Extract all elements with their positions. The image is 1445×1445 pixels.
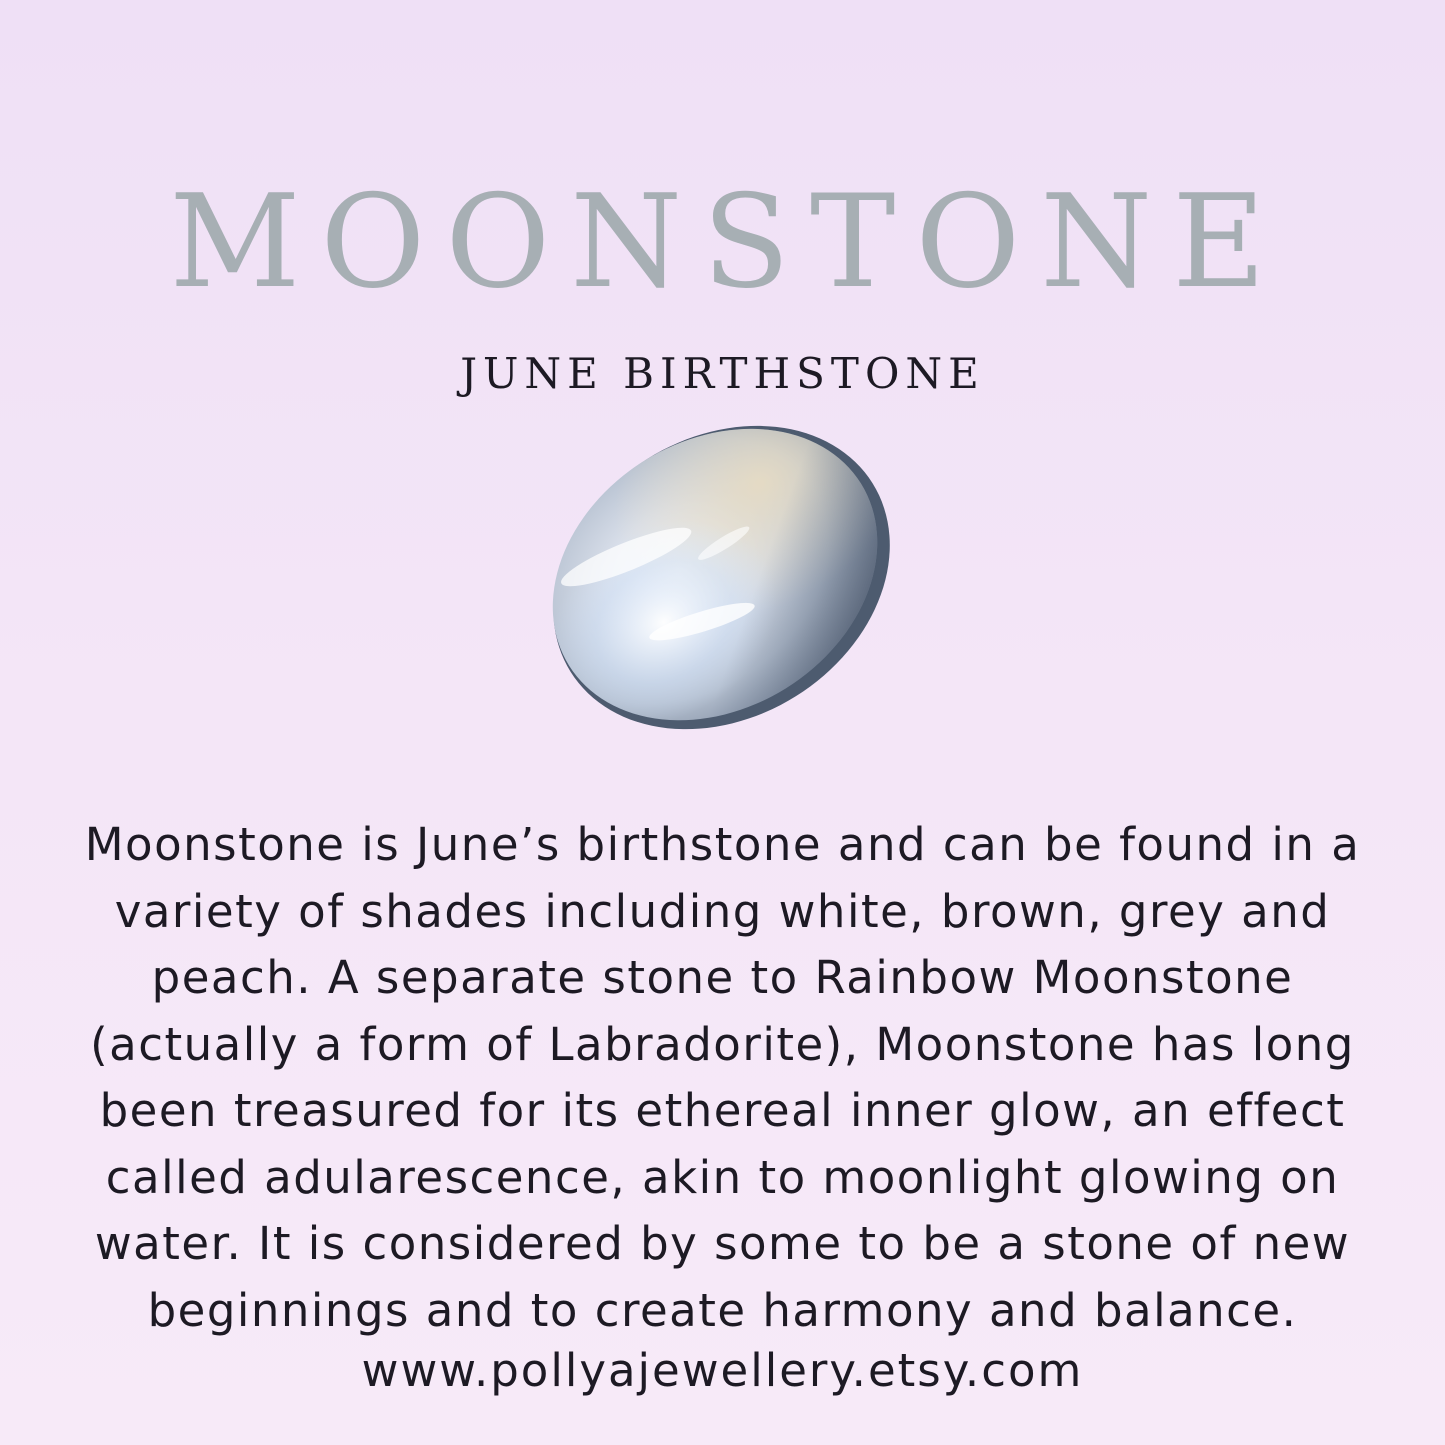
- moonstone-cabochon-icon: [530, 400, 910, 750]
- website-link[interactable]: www.pollyajewellery.etsy.com: [361, 1344, 1084, 1397]
- page-subtitle: JUNE BIRTHSTONE: [460, 349, 985, 398]
- description-text: Moonstone is June’s birthstone and can be found in a variety of shades including white, brown, grey and peach. A separate stone to Rainbow Moonstone (actually a form of Labradorite), Moonstone has long been treasured for its ethereal inner glow, an effect called adularescence, akin to moonlight glowing on water. It is considered by some to be a stone of new beginnings and to create harmony and balance.: [84, 818, 1361, 1337]
- page-title: MOONSTONE: [169, 168, 1286, 317]
